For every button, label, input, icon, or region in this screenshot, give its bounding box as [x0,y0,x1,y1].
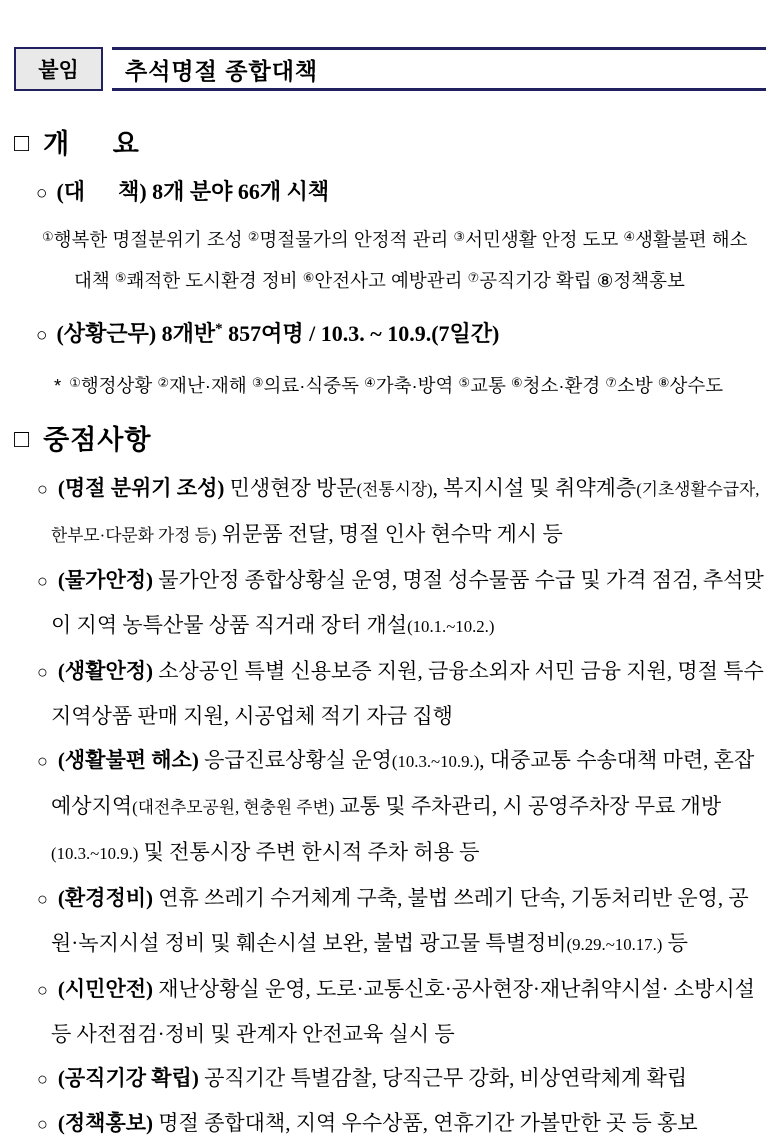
keypoints-paragraphs [14,466,766,1146]
circle-bullet-icon: ○ [37,980,48,1000]
text-segment: 생활불편 해소 대책 [74,229,748,291]
bullet-paragraph [14,738,766,876]
text-segment: * [215,321,223,337]
text-segment: ⑥ [511,375,523,390]
text-segment: 위문품 전달, 명절 인사 현수막 게시 등 [216,522,563,546]
text-segment: (상황근무) 8개반 [56,321,216,346]
text-segment: (생활불편 해소) [57,748,199,772]
section-heading-keypoints-text: 중점사항 [43,425,152,455]
text-segment: (대전추모공원, 현충원 주변) [132,798,335,817]
text-segment: ⑧ [657,375,670,390]
section-heading-keypoints [14,421,766,459]
section-heading-overview-text: 개 요 [43,129,140,159]
asterisk-marker: * [54,375,62,396]
text-segment: ① [69,375,81,390]
text-segment: 소상공인 특별 신용보증 지원, 금융소외자 서민 금융 지원, 명절 특수 지역상품 판매 지원, 시공업체 적기 자금 집행 [51,659,764,728]
text-segment: ① [42,229,54,244]
bullet-paragraph [14,967,766,1056]
text-segment: (공직기강 확립) [57,1066,199,1090]
text-segment: 교통 [470,375,512,396]
text-segment: 재난상황실 운영, 도로·교통신호·공사현장·재난취약시설· 소방시설 등 사전점검·정비 및 관계자 안전교육 실시 등 [51,977,755,1046]
section-keypoints [14,421,766,1146]
text-segment: (정책홍보) [57,1111,154,1135]
section-heading-overview [14,125,766,163]
section-overview [14,125,766,401]
text-segment: (물가안정) [57,568,154,592]
text-segment: ③ [453,229,466,244]
circle-bullet-icon: ○ [37,662,48,682]
note-paragraph [14,218,766,300]
bullet-paragraph [14,1101,766,1146]
text-segment: ④ [623,229,636,244]
bullet-paragraph [14,466,766,558]
text-segment: 교통 및 주차관리, 시 공영주차장 무료 개방 [334,794,722,818]
text-segment: ⑦ [467,270,480,285]
circle-bullet-icon: ○ [36,325,48,346]
circle-bullet-icon: ○ [37,571,48,591]
text-segment: 안전사고 예방관리 [314,270,468,291]
text-segment: ⑧정책홍보 [596,270,685,291]
circle-bullet-icon: ○ [37,1114,48,1134]
square-bullet-icon: □ [14,129,31,157]
text-segment: 등 [662,931,688,955]
title-block [112,47,766,91]
text-segment: ⑤ [458,375,471,390]
text-segment: ② [157,375,170,390]
note-paragraph [14,368,766,401]
text-segment: 명절 종합대책, 지역 우수상품, 연휴기간 가볼만한 곳 등 홍보 [153,1111,698,1135]
text-segment: 가축·방역 [375,375,459,396]
text-segment: (명절 분위기 조성) [57,476,225,500]
text-segment: 응급진료상황실 운영 [198,748,392,772]
text-segment: (시민안전) [57,977,154,1001]
attachment-label: 붙임 [38,59,79,82]
text-segment: 상수도 [669,375,724,396]
bullet-paragraph [14,876,766,967]
text-segment: , 복지시설 및 취약계층 [432,476,637,500]
text-segment: 의료·식중독 [263,375,365,396]
text-segment: 및 전통시장 주변 한시적 주차 허용 등 [138,840,480,864]
text-segment: (10.3.~10.9.) [51,844,139,863]
text-segment: ② [247,229,260,244]
text-segment: 공직기강 확립 [479,270,597,291]
circle-bullet-icon: ○ [37,479,48,499]
bullet-paragraph [14,649,766,738]
text-segment: (전통시장) [356,480,433,499]
text-segment: (대 책) 8개 분야 66개 시책 [56,179,330,204]
text-segment: ⑥ [302,270,315,285]
circle-bullet-icon: ○ [36,183,48,204]
text-segment: (9.29.~10.17.) [566,935,663,954]
overview-paragraphs [14,175,766,401]
text-segment: 공직기간 특별감찰, 당직근무 강화, 비상연락체계 확립 [198,1066,688,1090]
text-segment: 연휴 쓰레기 수거체계 구축, 불법 쓰레기 단속, 기동처리반 운영, 공원·녹지시설 정비 및 훼손시설 보완, 불법 광고물 특별정비 [51,886,749,955]
text-segment: (기초생활수급자, 한부모·다문화 가정 등) [51,480,760,545]
text-segment: (10.1.~10.2.) [407,617,495,636]
text-segment: 재난·재해 [169,375,252,396]
attachment-label-box [14,47,103,91]
bullet-paragraph [14,1056,766,1101]
text-segment: 민생현장 방문 [224,476,357,500]
text-segment: 행복한 명절분위기 조성 [53,229,248,250]
bullet-paragraph [14,175,766,211]
text-segment: 행정상황 [80,375,158,396]
text-segment: 857여명 / 10.3. ~ 10.9.(7일간) [222,321,500,346]
text-segment: 쾌적한 도시환경 정비 [126,270,303,291]
header [14,47,766,91]
bullet-paragraph [14,312,766,353]
circle-bullet-icon: ○ [37,1069,48,1089]
square-bullet-icon: □ [14,425,31,453]
text-segment: ④ [364,375,376,390]
bullet-paragraph [14,558,766,649]
text-segment: , 대중교통 수송대책 마련, 혼잡예상지역 [51,748,755,818]
text-segment: ⑤ [114,270,127,285]
text-segment: (생활안정) [57,659,154,683]
text-segment: (환경정비) [57,886,154,910]
document-title: 추석명절 종합대책 [125,57,319,84]
text-segment: 물가안정 종합상황실 운영, 명절 성수물품 수급 및 가격 점검, 추석맞이 지역 농특산물 상품 직거래 장터 개설 [51,568,764,637]
circle-bullet-icon: ○ [37,889,48,909]
circle-bullet-icon: ○ [37,751,48,771]
text-segment: 소방 [617,375,658,396]
text-segment: ③ [251,375,264,390]
text-segment: (10.3.~10.9.) [391,752,480,771]
text-segment: 명절물가의 안정적 관리 [259,229,454,250]
text-segment: 서민생활 안정 도모 [465,229,624,250]
text-segment: ⑦ [605,375,618,390]
text-segment: 청소·환경 [522,375,606,396]
